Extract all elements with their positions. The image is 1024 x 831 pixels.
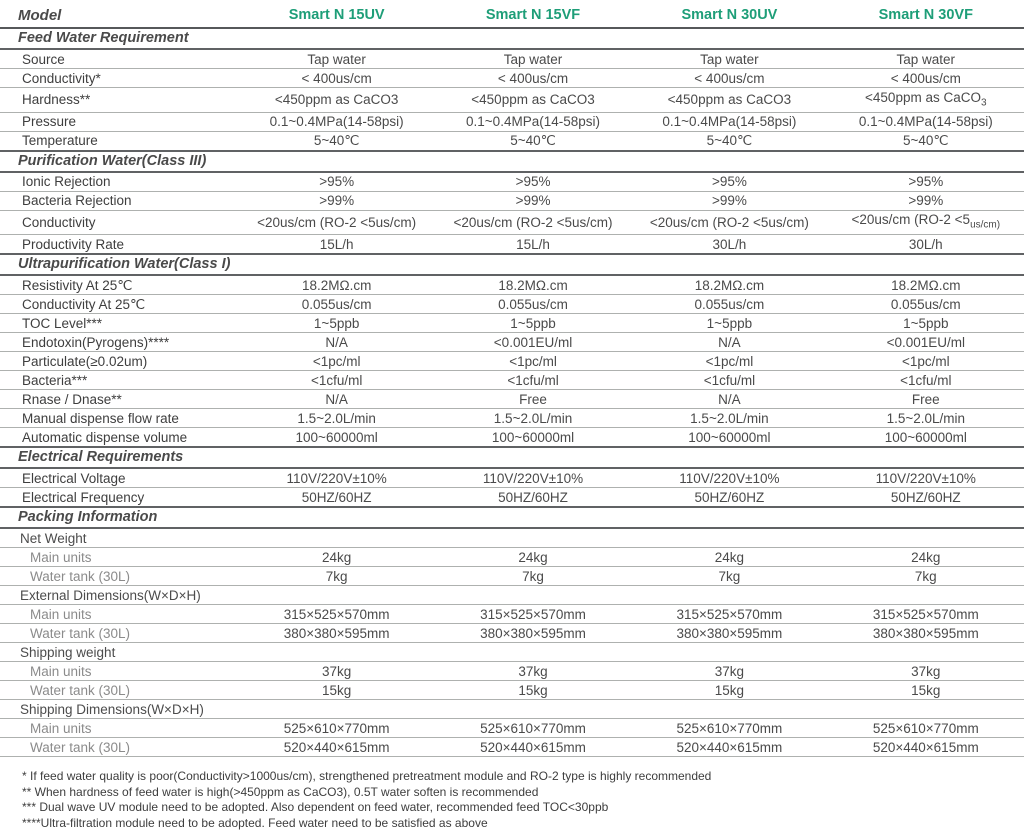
value-cell: 15kg bbox=[828, 681, 1024, 700]
model-column-header: Smart N 30VF bbox=[828, 3, 1024, 28]
value-cell: <450ppm as CaCO$_3$ bbox=[828, 88, 1024, 113]
value-cell: <1pc/ml bbox=[828, 352, 1024, 371]
value-cell: 37kg bbox=[238, 662, 434, 681]
table-row bbox=[0, 371, 1024, 390]
value-cell: >95% bbox=[435, 172, 631, 192]
value-cell: Tap water bbox=[828, 49, 1024, 69]
row-label: Conductivity* bbox=[0, 69, 238, 88]
value-cell: 0.1~0.4MPa(14-58psi) bbox=[238, 112, 434, 131]
table-row bbox=[0, 662, 1024, 681]
value-cell: 1.5~2.0L/min bbox=[631, 409, 827, 428]
value-cell: < 400us/cm bbox=[631, 69, 827, 88]
section-title: Ultrapurification Water(Class I) bbox=[0, 254, 1024, 275]
value-cell: 50HZ/60HZ bbox=[238, 488, 434, 508]
row-label: Water tank (30L) bbox=[0, 624, 238, 643]
table-row bbox=[0, 112, 1024, 131]
value-cell: 0.1~0.4MPa(14-58psi) bbox=[631, 112, 827, 131]
value-cell: 315×525×570mm bbox=[238, 605, 434, 624]
value-cell: <1cfu/ml bbox=[828, 371, 1024, 390]
value-cell: 110V/220V±10% bbox=[435, 468, 631, 488]
row-label: Main units bbox=[0, 662, 238, 681]
row-label: Main units bbox=[0, 605, 238, 624]
value-cell bbox=[631, 700, 827, 719]
value-cell: 1.5~2.0L/min bbox=[238, 409, 434, 428]
value-cell: 0.1~0.4MPa(14-58psi) bbox=[828, 112, 1024, 131]
value-cell: >95% bbox=[828, 172, 1024, 192]
section-title: Packing Information bbox=[0, 507, 1024, 528]
section-title: Feed Water Requirement bbox=[0, 28, 1024, 49]
table-row bbox=[0, 390, 1024, 409]
table-row bbox=[0, 681, 1024, 700]
row-label: Automatic dispense volume bbox=[0, 428, 238, 448]
value-cell: 380×380×595mm bbox=[435, 624, 631, 643]
value-cell: 110V/220V±10% bbox=[828, 468, 1024, 488]
table-row bbox=[0, 548, 1024, 567]
row-label: Resistivity At 25℃ bbox=[0, 275, 238, 295]
value-cell: N/A bbox=[238, 333, 434, 352]
value-cell: 15kg bbox=[238, 681, 434, 700]
row-label: Conductivity bbox=[0, 210, 238, 235]
row-label: Ionic Rejection bbox=[0, 172, 238, 192]
row-label: Hardness** bbox=[0, 88, 238, 113]
table-row bbox=[0, 488, 1024, 508]
value-cell: 15L/h bbox=[238, 235, 434, 255]
spec-table-body bbox=[0, 3, 1024, 757]
value-cell: <1pc/ml bbox=[631, 352, 827, 371]
value-cell: 520×440×615mm bbox=[238, 738, 434, 757]
footnotes bbox=[0, 769, 1024, 831]
section-header-row bbox=[0, 254, 1024, 275]
value-cell: 18.2MΩ.cm bbox=[435, 275, 631, 295]
row-label: Net Weight bbox=[0, 528, 238, 548]
value-cell: <1pc/ml bbox=[238, 352, 434, 371]
table-row bbox=[0, 719, 1024, 738]
value-cell bbox=[238, 586, 434, 605]
value-cell: 15L/h bbox=[435, 235, 631, 255]
table-row bbox=[0, 468, 1024, 488]
row-label: Main units bbox=[0, 719, 238, 738]
row-label: Water tank (30L) bbox=[0, 738, 238, 757]
row-label: Shipping weight bbox=[0, 643, 238, 662]
value-cell: 525×610×770mm bbox=[435, 719, 631, 738]
value-cell bbox=[631, 643, 827, 662]
value-cell: >99% bbox=[828, 191, 1024, 210]
section-title: Electrical Requirements bbox=[0, 447, 1024, 468]
value-cell: >99% bbox=[435, 191, 631, 210]
value-cell: 315×525×570mm bbox=[435, 605, 631, 624]
table-row bbox=[0, 738, 1024, 757]
value-cell: 1~5ppb bbox=[828, 314, 1024, 333]
footnote-2: ** When hardness of feed water is high(>450ppm as CaCO3), 0.5T water soften is recommended bbox=[22, 784, 539, 799]
value-cell: 50HZ/60HZ bbox=[435, 488, 631, 508]
value-cell: >95% bbox=[238, 172, 434, 192]
value-cell bbox=[828, 643, 1024, 662]
value-cell: Tap water bbox=[435, 49, 631, 69]
value-cell: 315×525×570mm bbox=[631, 605, 827, 624]
value-cell: 18.2MΩ.cm bbox=[631, 275, 827, 295]
value-cell: 7kg bbox=[631, 567, 827, 586]
value-cell bbox=[238, 643, 434, 662]
value-cell: 50HZ/60HZ bbox=[631, 488, 827, 508]
table-row bbox=[0, 69, 1024, 88]
row-label: Manual dispense flow rate bbox=[0, 409, 238, 428]
value-cell bbox=[631, 586, 827, 605]
table-row bbox=[0, 586, 1024, 605]
value-cell: N/A bbox=[631, 333, 827, 352]
table-row bbox=[0, 49, 1024, 69]
value-cell: 0.055us/cm bbox=[435, 295, 631, 314]
table-header-row bbox=[0, 3, 1024, 28]
table-row bbox=[0, 528, 1024, 548]
value-cell: 110V/220V±10% bbox=[238, 468, 434, 488]
section-header-row bbox=[0, 447, 1024, 468]
table-row bbox=[0, 191, 1024, 210]
table-row bbox=[0, 605, 1024, 624]
row-label: Productivity Rate bbox=[0, 235, 238, 255]
value-cell bbox=[435, 528, 631, 548]
value-cell bbox=[828, 528, 1024, 548]
section-header-row bbox=[0, 151, 1024, 172]
value-cell: 520×440×615mm bbox=[435, 738, 631, 757]
value-cell: 30L/h bbox=[828, 235, 1024, 255]
section-title: Purification Water(Class III) bbox=[0, 151, 1024, 172]
value-cell: <1pc/ml bbox=[435, 352, 631, 371]
table-row bbox=[0, 624, 1024, 643]
value-cell: 100~60000ml bbox=[631, 428, 827, 448]
model-column-header: Smart N 15VF bbox=[435, 3, 631, 28]
row-label: Endotoxin(Pyrogens)**** bbox=[0, 333, 238, 352]
value-cell: 50HZ/60HZ bbox=[828, 488, 1024, 508]
row-label: Bacteria*** bbox=[0, 371, 238, 390]
table-row bbox=[0, 131, 1024, 151]
table-row bbox=[0, 333, 1024, 352]
value-cell: <450ppm as CaCO3 bbox=[631, 88, 827, 113]
row-label: Electrical Frequency bbox=[0, 488, 238, 508]
value-cell: <0.001EU/ml bbox=[435, 333, 631, 352]
footnote-4: ****Ultra-filtration module need to be adopted. Feed water need to be satisfied as above bbox=[22, 815, 488, 830]
value-cell: 37kg bbox=[828, 662, 1024, 681]
value-cell: <20us/cm (RO-2 <5us/cm) bbox=[238, 210, 434, 235]
section-header-row bbox=[0, 507, 1024, 528]
footnote-1: * If feed water quality is poor(Conductivity>1000us/cm), strengthened pretreatment module and RO-2 type is highly recommended bbox=[22, 769, 712, 784]
value-cell: Free bbox=[828, 390, 1024, 409]
model-column-header: Smart N 15UV bbox=[238, 3, 434, 28]
spec-table bbox=[0, 3, 1024, 757]
row-label: Shipping Dimensions(W×D×H) bbox=[0, 700, 238, 719]
value-cell: 1~5ppb bbox=[435, 314, 631, 333]
value-cell: <1cfu/ml bbox=[631, 371, 827, 390]
value-cell: 7kg bbox=[435, 567, 631, 586]
value-cell: 0.055us/cm bbox=[238, 295, 434, 314]
value-cell: 24kg bbox=[238, 548, 434, 567]
value-cell: 525×610×770mm bbox=[828, 719, 1024, 738]
value-cell: 1.5~2.0L/min bbox=[435, 409, 631, 428]
table-row bbox=[0, 210, 1024, 235]
value-cell: 1~5ppb bbox=[238, 314, 434, 333]
value-cell: 525×610×770mm bbox=[631, 719, 827, 738]
value-cell bbox=[238, 528, 434, 548]
section-header-row bbox=[0, 28, 1024, 49]
table-row bbox=[0, 409, 1024, 428]
value-cell bbox=[435, 700, 631, 719]
table-row bbox=[0, 295, 1024, 314]
value-cell: < 400us/cm bbox=[435, 69, 631, 88]
value-cell: 520×440×615mm bbox=[828, 738, 1024, 757]
value-cell: 0.055us/cm bbox=[631, 295, 827, 314]
value-cell: <20us/cm (RO-2 <5us/cm) bbox=[435, 210, 631, 235]
value-cell: 37kg bbox=[631, 662, 827, 681]
value-cell: 24kg bbox=[435, 548, 631, 567]
table-row bbox=[0, 643, 1024, 662]
value-cell: >99% bbox=[631, 191, 827, 210]
row-label: Main units bbox=[0, 548, 238, 567]
value-cell: 1.5~2.0L/min bbox=[828, 409, 1024, 428]
value-cell: 15kg bbox=[631, 681, 827, 700]
value-cell: 5~40℃ bbox=[435, 131, 631, 151]
table-row bbox=[0, 352, 1024, 371]
model-column-header: Smart N 30UV bbox=[631, 3, 827, 28]
value-cell: 5~40℃ bbox=[238, 131, 434, 151]
row-label: TOC Level*** bbox=[0, 314, 238, 333]
value-cell: 0.1~0.4MPa(14-58psi) bbox=[435, 112, 631, 131]
value-cell bbox=[828, 700, 1024, 719]
row-label: Pressure bbox=[0, 112, 238, 131]
table-row bbox=[0, 567, 1024, 586]
row-label: Rnase / Dnase** bbox=[0, 390, 238, 409]
value-cell bbox=[435, 586, 631, 605]
row-label: Temperature bbox=[0, 131, 238, 151]
value-cell: 5~40℃ bbox=[828, 131, 1024, 151]
value-cell: 380×380×595mm bbox=[631, 624, 827, 643]
row-label: Conductivity At 25℃ bbox=[0, 295, 238, 314]
value-cell: <1cfu/ml bbox=[435, 371, 631, 390]
value-cell: 380×380×595mm bbox=[828, 624, 1024, 643]
value-cell: <20us/cm ($RO-2 <5_{us/cm)}$ bbox=[828, 210, 1024, 235]
row-label: Water tank (30L) bbox=[0, 567, 238, 586]
value-cell: < 400us/cm bbox=[238, 69, 434, 88]
value-cell: >99% bbox=[238, 191, 434, 210]
value-cell: 7kg bbox=[238, 567, 434, 586]
table-row bbox=[0, 172, 1024, 192]
table-row bbox=[0, 88, 1024, 113]
value-cell: 0.055us/cm bbox=[828, 295, 1024, 314]
table-row bbox=[0, 314, 1024, 333]
value-cell: <450ppm as CaCO3 bbox=[238, 88, 434, 113]
value-cell bbox=[435, 643, 631, 662]
row-label: Electrical Voltage bbox=[0, 468, 238, 488]
value-cell: <20us/cm (RO-2 <5us/cm) bbox=[631, 210, 827, 235]
value-cell: 1~5ppb bbox=[631, 314, 827, 333]
value-cell: < 400us/cm bbox=[828, 69, 1024, 88]
value-cell: 315×525×570mm bbox=[828, 605, 1024, 624]
value-cell: 110V/220V±10% bbox=[631, 468, 827, 488]
value-cell: 18.2MΩ.cm bbox=[828, 275, 1024, 295]
row-label: Water tank (30L) bbox=[0, 681, 238, 700]
value-cell: 24kg bbox=[828, 548, 1024, 567]
value-cell: Free bbox=[435, 390, 631, 409]
value-cell: 37kg bbox=[435, 662, 631, 681]
table-row bbox=[0, 235, 1024, 255]
value-cell: 100~60000ml bbox=[828, 428, 1024, 448]
table-row bbox=[0, 275, 1024, 295]
table-row bbox=[0, 428, 1024, 448]
value-cell: >95% bbox=[631, 172, 827, 192]
value-cell: Tap water bbox=[631, 49, 827, 69]
value-cell: 100~60000ml bbox=[238, 428, 434, 448]
value-cell: 520×440×615mm bbox=[631, 738, 827, 757]
value-cell: N/A bbox=[238, 390, 434, 409]
value-cell bbox=[631, 528, 827, 548]
value-cell: 18.2MΩ.cm bbox=[238, 275, 434, 295]
value-cell: <0.001EU/ml bbox=[828, 333, 1024, 352]
value-cell: 7kg bbox=[828, 567, 1024, 586]
footnote-3: *** Dual wave UV module need to be adopted. Also dependent on feed water, recommended feed TOC<30ppb bbox=[22, 800, 609, 815]
row-label: Model bbox=[0, 3, 238, 28]
value-cell: 5~40℃ bbox=[631, 131, 827, 151]
row-label: External Dimensions(W×D×H) bbox=[0, 586, 238, 605]
row-label: Particulate(≥0.02um) bbox=[0, 352, 238, 371]
table-row bbox=[0, 700, 1024, 719]
value-cell: Tap water bbox=[238, 49, 434, 69]
row-label: Source bbox=[0, 49, 238, 69]
value-cell: 380×380×595mm bbox=[238, 624, 434, 643]
value-cell: <1cfu/ml bbox=[238, 371, 434, 390]
value-cell: 525×610×770mm bbox=[238, 719, 434, 738]
value-cell: 30L/h bbox=[631, 235, 827, 255]
value-cell: N/A bbox=[631, 390, 827, 409]
row-label: Bacteria Rejection bbox=[0, 191, 238, 210]
value-cell: 24kg bbox=[631, 548, 827, 567]
value-cell bbox=[238, 700, 434, 719]
value-cell: <450ppm as CaCO3 bbox=[435, 88, 631, 113]
value-cell: 100~60000ml bbox=[435, 428, 631, 448]
value-cell bbox=[828, 586, 1024, 605]
value-cell: 15kg bbox=[435, 681, 631, 700]
